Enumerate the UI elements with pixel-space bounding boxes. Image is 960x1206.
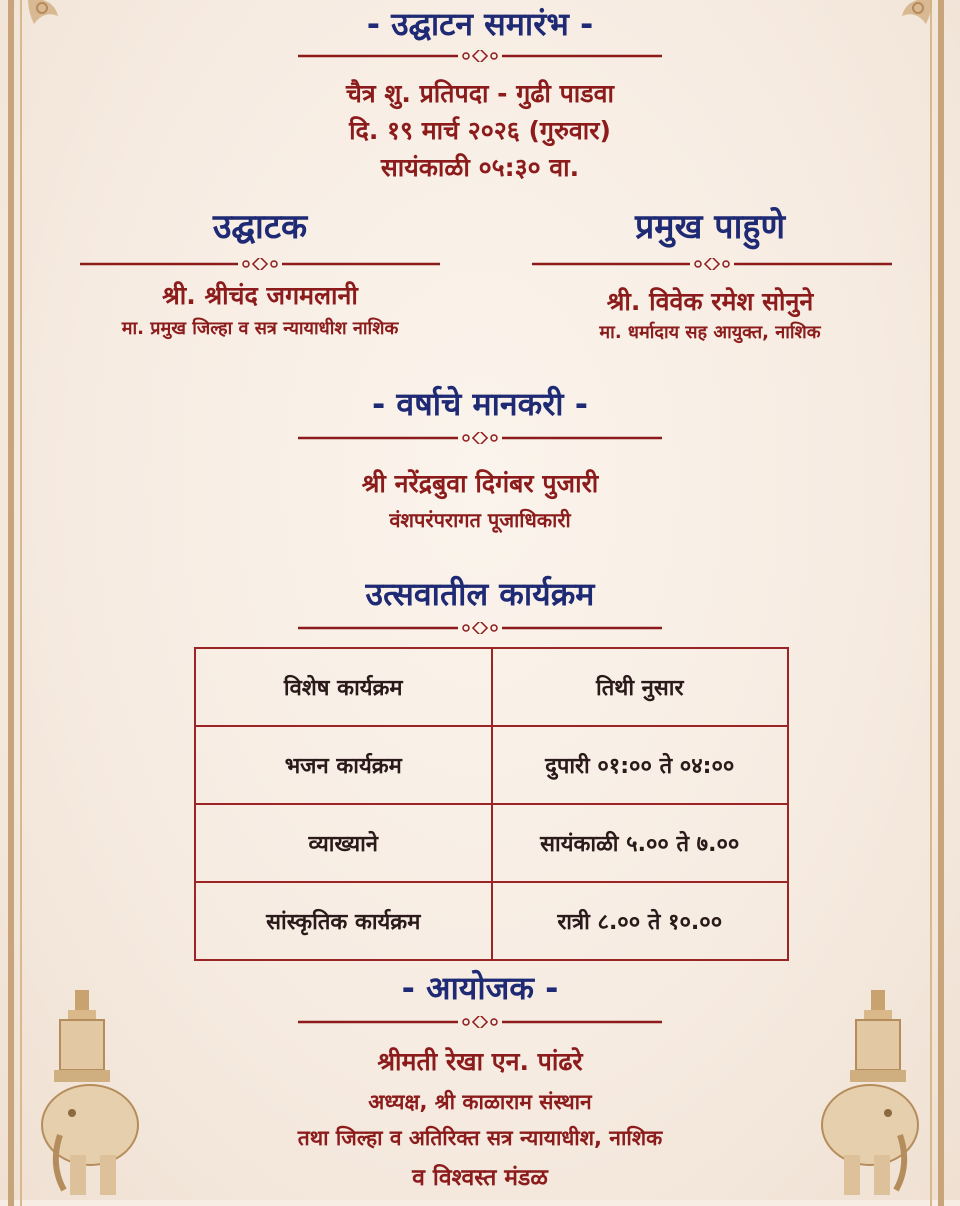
chief-guest-name: श्री. विवेक रमेश सोनुने	[606, 287, 814, 316]
divider-honoree	[298, 432, 662, 444]
organizer-name: श्रीमती रेखा एन. पांढरे	[377, 1047, 583, 1076]
inaugurator-title: मा. प्रमुख जिल्हा व सत्र न्यायाधीश नाशिक	[121, 318, 399, 339]
organizer-line2: तथा जिल्हा व अतिरिक्त सत्र न्यायाधीश, नाशिक	[297, 1126, 663, 1150]
elephant-pillar-right-icon	[810, 985, 930, 1200]
table-cell-time: सायंकाळी ५.०० ते ७.००	[492, 804, 789, 882]
chief-guest-title: मा. धर्मादाय सह आयुक्त, नाशिक	[599, 322, 821, 343]
elephant-pillar-left-icon	[30, 985, 150, 1200]
inauguration-line1: चैत्र शु. प्रतिपदा - गुढी पाडवा	[345, 79, 615, 108]
table-cell-event: भजन कार्यक्रम	[195, 726, 492, 804]
organizer-line3: व विश्वस्त मंडळ	[412, 1165, 548, 1191]
table-header-cell: तिथी नुसार	[492, 648, 789, 726]
divider-organizer	[298, 1016, 662, 1028]
honoree-heading: - वर्षाचे मानकरी -	[371, 385, 589, 423]
inaugurator-heading: उद्घाटक	[212, 207, 308, 247]
program-heading: उत्सवातील कार्यक्रम	[365, 575, 595, 613]
table-row	[195, 804, 788, 882]
divider-inauguration	[298, 50, 662, 62]
inauguration-line3: सायंकाळी ०५:३० वा.	[380, 153, 580, 182]
table-row	[195, 726, 788, 804]
honoree-title: वंशपरंपरागत पूजाधिकारी	[389, 508, 571, 532]
program-table	[194, 647, 789, 961]
divider-inaugurator	[80, 258, 440, 270]
chief-guest-heading: प्रमुख पाहुणे	[634, 207, 786, 247]
inaugurator-name: श्री. श्रीचंद जगमलानी	[162, 281, 358, 310]
table-cell-time: रात्री ८.०० ते १०.००	[492, 882, 789, 960]
table-row	[195, 882, 788, 960]
inauguration-heading: - उद्घाटन समारंभ -	[366, 5, 594, 43]
organizer-heading: - आयोजक -	[401, 969, 559, 1007]
divider-program	[298, 622, 662, 634]
inauguration-line2: दि. १९ मार्च २०२६ (गुरुवार)	[349, 116, 611, 145]
organizer-line1: अध्यक्ष, श्री काळाराम संस्थान	[368, 1090, 592, 1114]
table-cell-event: सांस्कृतिक कार्यक्रम	[195, 882, 492, 960]
table-cell-time: दुपारी ०१:०० ते ०४:००	[492, 726, 789, 804]
table-header-row	[195, 648, 788, 726]
table-header-cell: विशेष कार्यक्रम	[195, 648, 492, 726]
table-cell-event: व्याख्याने	[195, 804, 492, 882]
honoree-name: श्री नरेंद्रबुवा दिगंबर पुजारी	[361, 469, 599, 498]
divider-chief-guest	[532, 258, 892, 270]
